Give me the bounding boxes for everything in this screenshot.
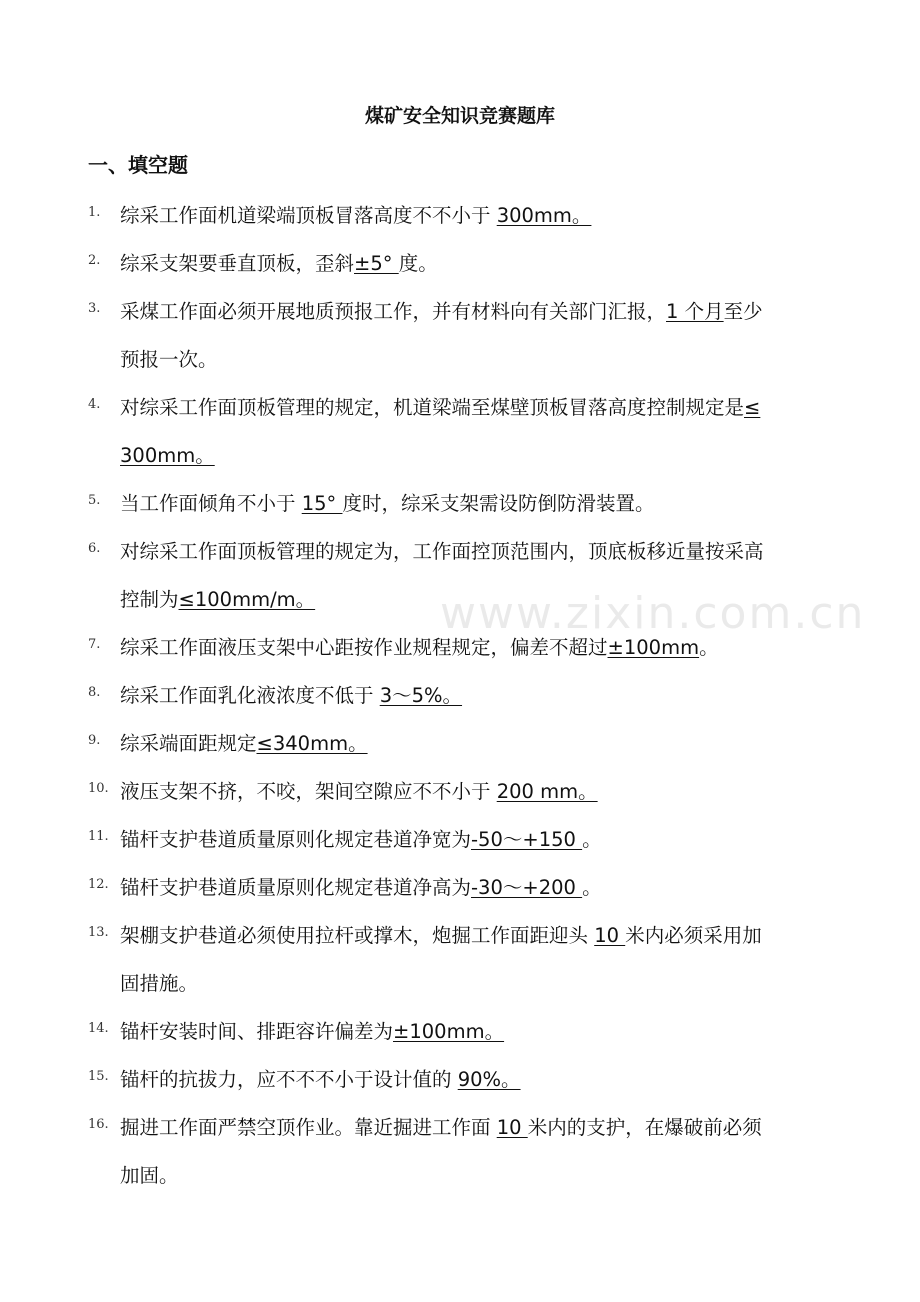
question-text-line xyxy=(120,1112,840,1140)
question-text: 固措施。 xyxy=(120,972,199,995)
question-text: 度。 xyxy=(398,252,438,275)
watermark: www.zixin.com.cn xyxy=(440,588,866,639)
question-number: 9. xyxy=(88,733,101,748)
question-text-line xyxy=(120,1016,840,1044)
answer-blank: 10 xyxy=(496,1116,528,1139)
answer-blank: ±5° xyxy=(354,252,399,275)
question-text: 。 xyxy=(582,876,602,899)
question-number: 7. xyxy=(88,637,101,652)
question-text-line xyxy=(120,296,840,324)
answer-blank: 200 mm。 xyxy=(496,780,598,803)
question-number: 12. xyxy=(88,877,109,892)
question-text: 。 xyxy=(699,636,719,659)
question-text: 锚杆支护巷道质量原则化规定巷道净高为 xyxy=(120,876,472,899)
question-text: 锚杆的抗拔力，应不不不小于设计值的 xyxy=(120,1068,458,1091)
question-number: 16. xyxy=(88,1117,109,1132)
question-text: 综采端面距规定 xyxy=(120,732,257,755)
question-text-line xyxy=(120,920,840,948)
question-text: 米内的支护，在爆破前必须 xyxy=(527,1116,762,1139)
question-number: 11. xyxy=(88,829,109,844)
answer-blank: ≤340mm。 xyxy=(256,732,368,755)
question-text: 。 xyxy=(582,828,602,851)
question-text-line xyxy=(120,344,840,372)
question-text: 采煤工作面必须开展地质预报工作，并有材料向有关部门汇报， xyxy=(120,300,667,323)
question-text-line xyxy=(120,440,840,468)
answer-blank: ±100mm。 xyxy=(393,1020,505,1043)
question-text-line xyxy=(120,680,840,708)
question-text-line xyxy=(120,824,840,852)
answer-blank: 90%。 xyxy=(457,1068,521,1091)
question-text: 锚杆支护巷道质量原则化规定巷道净宽为 xyxy=(120,828,472,851)
question-text: 综采工作面乳化液浓度不低于 xyxy=(120,684,380,707)
question-text: 至少 xyxy=(723,300,763,323)
question-number: 2. xyxy=(88,253,101,268)
question-text: 米内必须采用加 xyxy=(625,924,762,947)
question-text-line xyxy=(120,248,840,276)
question-text: 液压支架不挤，不咬，架间空隙应不不小于 xyxy=(120,780,497,803)
question-text: 当工作面倾角不小于 xyxy=(120,492,302,515)
question-text: 度时，综采支架需设防倒防滑装置。 xyxy=(342,492,655,515)
section-heading: 一、填空题 xyxy=(88,153,188,177)
question-text: 对综采工作面顶板管理的规定为，工作面控顶范围内，顶底板移近量按采高 xyxy=(120,540,764,563)
question-number: 5. xyxy=(88,493,101,508)
answer-blank: -50～+150 xyxy=(471,828,583,851)
question-text: 综采工作面机道梁端顶板冒落高度不不小于 xyxy=(120,204,497,227)
question-text-line xyxy=(120,968,840,996)
answer-blank: 3～5%。 xyxy=(379,684,463,707)
answer-blank: 300mm。 xyxy=(496,204,592,227)
question-number: 14. xyxy=(88,1021,109,1036)
question-number: 8. xyxy=(88,685,101,700)
answer-blank: ≤ xyxy=(744,396,761,419)
question-text-line xyxy=(120,584,840,612)
question-number: 3. xyxy=(88,301,101,316)
question-text-line xyxy=(120,728,840,756)
question-text: 架棚支护巷道必须使用拉杆或撑木，炮掘工作面距迎头 xyxy=(120,924,595,947)
question-number: 4. xyxy=(88,397,101,412)
answer-blank: 15° xyxy=(301,492,343,515)
question-text-line xyxy=(120,536,840,564)
question-number: 6. xyxy=(88,541,101,556)
question-text-line xyxy=(120,776,840,804)
answer-blank: 10 xyxy=(594,924,626,947)
question-text: 综采工作面液压支架中心距按作业规程规定，偏差不超过 xyxy=(120,636,608,659)
answer-blank: 300mm。 xyxy=(120,444,215,467)
question-text-line xyxy=(120,872,840,900)
question-text: 控制为 xyxy=(120,588,179,611)
question-text: 预报一次。 xyxy=(120,348,218,371)
question-text-line xyxy=(120,632,840,660)
answer-blank: ±100mm xyxy=(607,636,700,659)
question-number: 13. xyxy=(88,925,109,940)
document-title: 煤矿安全知识竞赛题库 xyxy=(364,105,555,127)
question-text-line xyxy=(120,1064,840,1092)
question-text: 加固。 xyxy=(120,1164,179,1187)
question-text-line xyxy=(120,1160,840,1188)
question-text: 综采支架要垂直顶板，歪斜 xyxy=(120,252,355,275)
question-text-line xyxy=(120,488,840,516)
answer-blank: -30～+200 xyxy=(471,876,583,899)
question-text-line xyxy=(120,200,840,228)
question-text-line xyxy=(120,392,840,420)
answer-blank: 1 个月 xyxy=(666,300,724,323)
question-number: 10. xyxy=(88,781,109,796)
question-number: 1. xyxy=(88,205,101,220)
question-text: 掘进工作面严禁空顶作业。靠近掘进工作面 xyxy=(120,1116,497,1139)
question-text: 锚杆安装时间、排距容许偏差为 xyxy=(120,1020,394,1043)
question-number: 15. xyxy=(88,1069,109,1084)
answer-blank: ≤100mm/m。 xyxy=(178,588,316,611)
question-text: 对综采工作面顶板管理的规定，机道梁端至煤壁顶板冒落高度控制规定是 xyxy=(120,396,745,419)
